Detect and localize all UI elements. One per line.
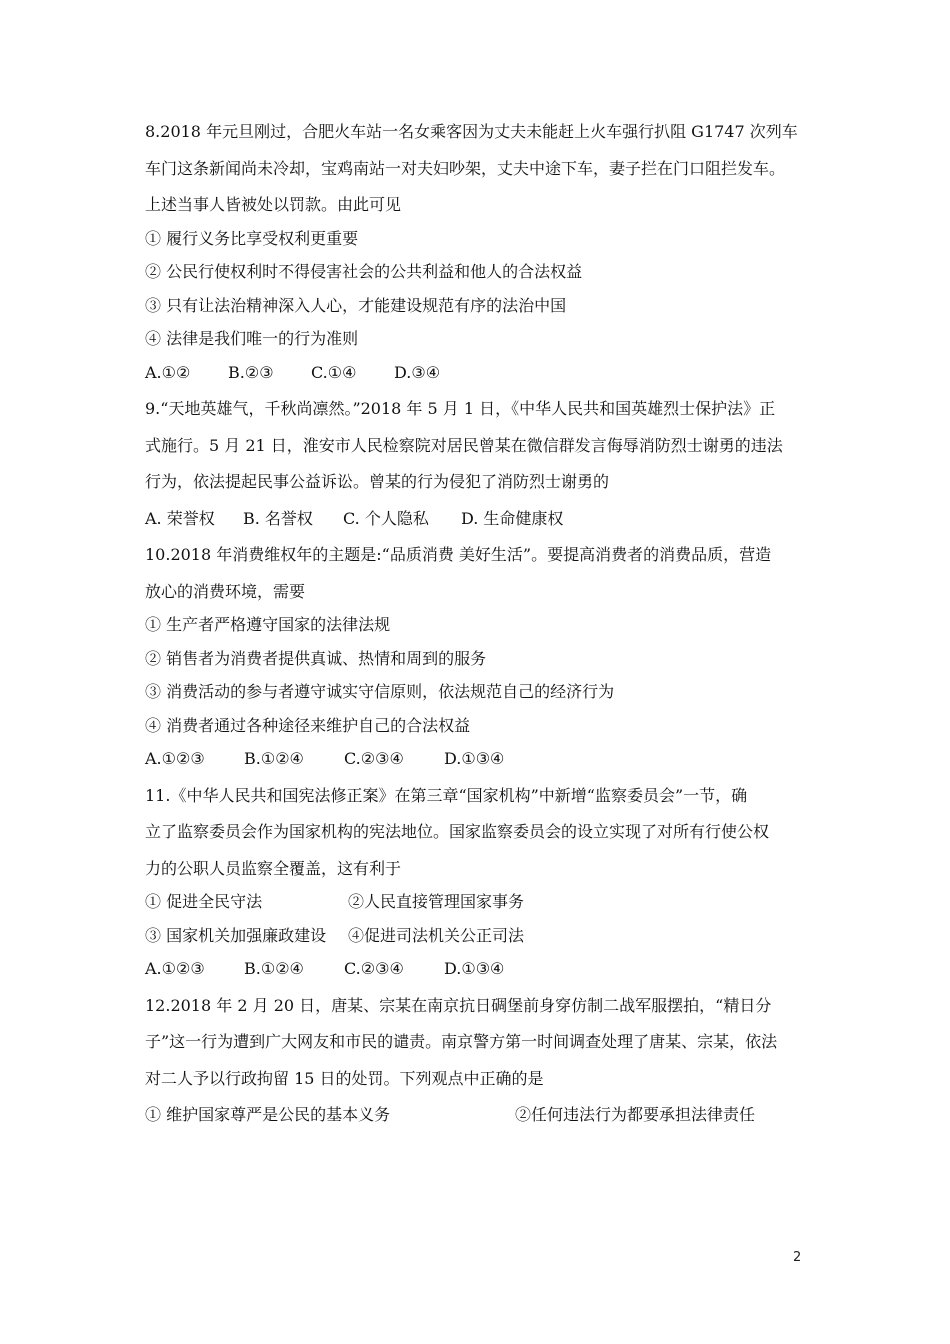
question-12-statement-1: ① 维护国家尊严是公民的基本义务 [145,1105,391,1124]
question-8-stem-line-3: 上述当事人皆被处以罚款。由此可见 [145,195,402,214]
page-number: 2 [793,1250,802,1265]
question-9-stem-line-1: 9.“天地英雄气，千秋尚凛然。”2018 年 5 月 1 日，《中华人民共和国英雄烈士保护法》正 [145,399,776,418]
question-11-option-d: D.①③④ [444,959,505,978]
question-8-stem-line-1: 8.2018 年元旦刚过，合肥火车站一名女乘客因为丈夫未能赶上火车强行扒阻 G1747 次列车 [145,122,798,141]
question-10-stem-line-2: 放心的消费环境，需要 [145,581,306,601]
question-11-statements-row-2 [145,926,815,946]
question-8 [145,122,815,383]
question-10-option-c: C.②③④ [344,749,404,768]
question-11-statement-4: ④促进司法机关公正司法 [348,925,525,945]
question-8-statement-1: ① 履行义务比享受权利更重要 [145,228,359,248]
question-12-statement-2: ②任何违法行为都要承担法律责任 [515,1105,756,1124]
question-10-stem-line-1: 10.2018 年消费维权年的主题是:“品质消费 美好生活”。要提高消费者的消费品质，营造 [145,545,772,564]
question-10-option-b: B.①②④ [244,749,304,768]
question-11-statement-2: ②人民直接管理国家事务 [348,892,525,911]
question-12 [145,996,815,1126]
question-8-options [145,363,815,383]
question-11-stem-line-2: 立了监察委员会作为国家机构的宪法地位。国家监察委员会的设立实现了对所有行使公权 [145,822,770,841]
question-10 [145,545,815,769]
question-11-stem-line-3: 力的公职人员监察全覆盖，这有利于 [145,858,402,878]
question-9 [145,399,815,529]
question-12-stem-line-3: 对二人予以行政拘留 15 日的处罚。下列观点中正确的是 [145,1068,544,1088]
question-8-option-a: A.①② [145,362,191,382]
question-9-option-b: B. 名誉权 [243,508,313,528]
question-12-stem-line-1: 12.2018 年 2 月 20 日，唐某、宗某在南京抗日碉堡前身穿仿制二战军服摆拍，“精日分 [145,995,772,1015]
question-8-option-b: B.②③ [228,362,274,382]
question-9-option-c: C. 个人隐私 [343,508,429,528]
question-11-option-c: C.②③④ [344,959,404,978]
question-11-option-b: B.①②④ [244,959,304,978]
question-8-statement-4: ④ 法律是我们唯一的行为准则 [145,329,359,348]
question-11 [145,786,815,980]
question-8-option-c: C.①④ [311,362,357,382]
question-11-option-a: A.①②③ [145,959,205,978]
question-11-options [145,959,815,979]
question-9-option-d: D. 生命健康权 [461,508,564,528]
question-10-option-a: A.①②③ [145,749,205,768]
question-9-stem-line-2: 式施行。5 月 21 日，淮安市人民检察院对居民曾某在微信群发言侮辱消防烈士谢勇的违法 [145,435,783,455]
question-12-stem-line-2: 子”这一行为遭到广大网友和市民的谴责。南京警方第一时间调查处理了唐某、宗某，依法 [145,1032,778,1051]
question-10-options [145,749,815,769]
question-content [145,122,815,1142]
question-10-option-d: D.①③④ [444,749,505,768]
question-8-statement-3: ③ 只有让法治精神深入人心，才能建设规范有序的法治中国 [145,295,567,315]
question-10-statement-4: ④ 消费者通过各种途径来维护自己的合法权益 [145,715,471,735]
question-12-statements-row-1 [145,1105,815,1125]
question-9-option-a: A. 荣誉权 [145,508,215,528]
question-8-option-d: D.③④ [394,362,441,382]
question-11-statement-3: ③ 国家机关加强廉政建设 [145,925,327,945]
question-11-statements-row-1 [145,892,815,912]
question-9-stem-line-3: 行为，依法提起民事公益诉讼。曾某的行为侵犯了消防烈士谢勇的 [145,472,610,491]
question-9-options [145,509,815,529]
question-8-stem-line-2: 车门这条新闻尚未冷却，宝鸡南站一对夫妇吵架，丈夫中途下车，妻子拦在门口阻拦发车。 [145,158,786,178]
question-10-statement-3: ③ 消费活动的参与者遵守诚实守信原则，依法规范自己的经济行为 [145,682,615,701]
question-8-statement-2: ② 公民行使权利时不得侵害社会的公共利益和他人的合法权益 [145,262,583,281]
question-11-statement-1: ① 促进全民守法 [145,892,263,911]
question-10-statement-2: ② 销售者为消费者提供真诚、热情和周到的服务 [145,648,487,668]
question-11-stem-line-1: 11.《中华人民共和国宪法修正案》在第三章“国家机构”中新增“监察委员会”一节，确 [145,785,748,805]
question-10-statement-1: ① 生产者严格遵守国家的法律法规 [145,615,391,634]
